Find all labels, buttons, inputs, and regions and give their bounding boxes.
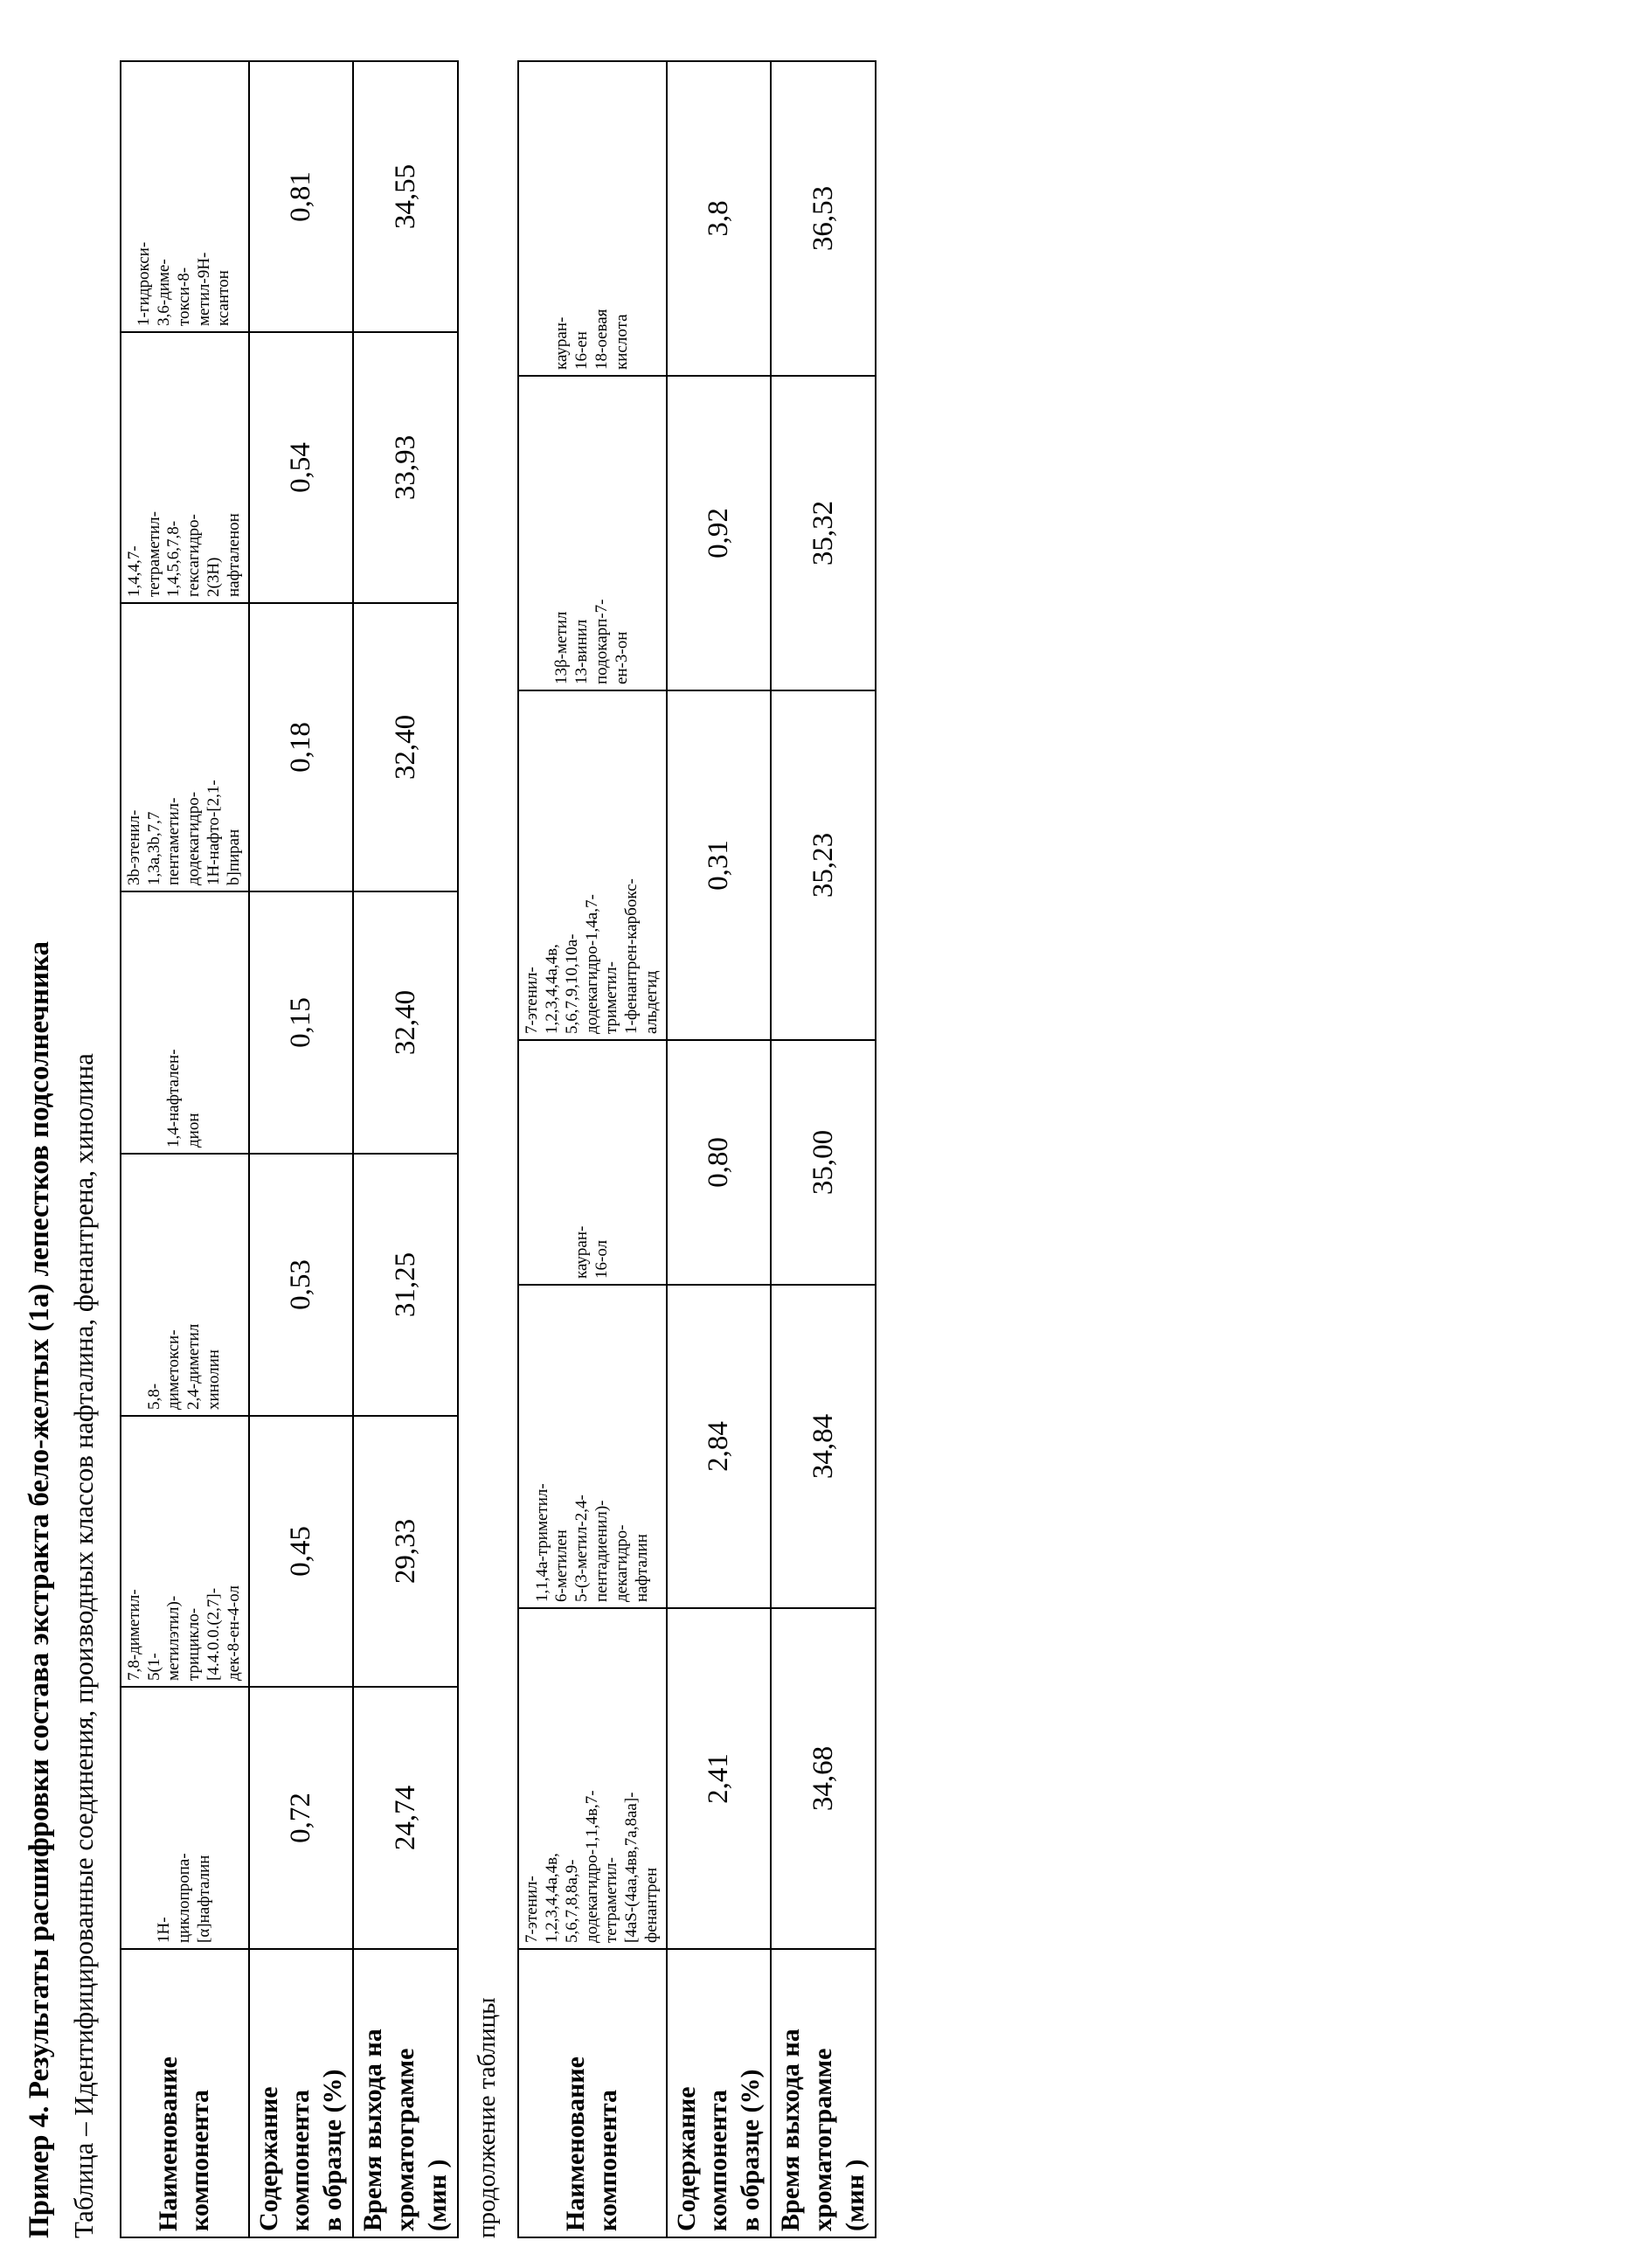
compound-name-cell: 3b-этенил- 1,3a,3b,7,7 пентаметил- додекагидро- 1H-нафто-[2,1- b]пиран (121, 603, 249, 891)
retention-time-value: 24,74 (353, 1687, 458, 1949)
table-row (667, 61, 772, 2237)
row-label-time: Время выхода на хроматограмме (мин ) (353, 1949, 458, 2237)
row-label-name: Наименование компонента (518, 1949, 667, 2237)
content-value: 0,31 (667, 690, 772, 1040)
content-value: 0,81 (249, 61, 354, 332)
compound-name-cell: 5,8- диметокси- 2,4-диметил хинолин (121, 1154, 249, 1416)
compound-name-cell: 7-этенил- 1,2,3,4,4a,4в, 5,6,7,8,8а,9- додекагидро-1,1,4в,7- тетраметил- [4aS-(4аа,4вв,7а,8аа]- фенантрен (518, 1608, 667, 1949)
table-row (121, 61, 249, 2237)
retention-time-value: 32,40 (353, 891, 458, 1154)
retention-time-value: 35,00 (771, 1040, 876, 1285)
compound-name-cell: кауран- 16-ол (518, 1040, 667, 1285)
content-value: 0,92 (667, 376, 772, 690)
content-value: 0,80 (667, 1040, 772, 1285)
retention-time-value: 31,25 (353, 1154, 458, 1416)
table-row (518, 61, 667, 2237)
compound-name-cell: 1,4,4,7- тетраметил- 1,4,5,6,7,8- гексагидро- 2(3H) нафталенон (121, 332, 249, 603)
content-value: 2,84 (667, 1285, 772, 1608)
compound-name-cell: 1,1,4а-триметил- 6-метилен 5-(3-метил-2,4- пентадиенил)- декагидро- нафталин (518, 1285, 667, 1608)
retention-time-value: 32,40 (353, 603, 458, 891)
content-value: 3,8 (667, 61, 772, 376)
row-label-content: Содержание компонента в образце (%) (249, 1949, 354, 2237)
retention-time-value: 34,68 (771, 1608, 876, 1949)
compound-name-cell: кауран- 16-ен 18-оевая кислота (518, 61, 667, 376)
retention-time-value: 34,84 (771, 1285, 876, 1608)
content-value: 0,54 (249, 332, 354, 603)
compound-name-cell: 7-этенил- 1,2,3,4,4a,4в, 5,6,7,9,10,10а- додекагидро-1,4а,7- триметил- 1-фенантрен-карбокс- альдегид (518, 690, 667, 1040)
content-value: 0,53 (249, 1154, 354, 1416)
content-value: 0,72 (249, 1687, 354, 1949)
table-row (771, 61, 876, 2237)
results-table-part1 (120, 60, 459, 2238)
content-value: 0,15 (249, 891, 354, 1154)
retention-time-value: 35,23 (771, 690, 876, 1040)
row-label-name: Наименование компонента (121, 1949, 249, 2237)
content-value: 0,45 (249, 1416, 354, 1687)
table-row (249, 61, 354, 2237)
retention-time-value: 29,33 (353, 1416, 458, 1687)
compound-name-cell: 7,8-диметил- 5(1- метилэтил)- трицикло- [4.4.0.0.(2,7]- дек-8-ен-4-ол (121, 1416, 249, 1687)
results-table-part2 (517, 60, 876, 2238)
table-caption: Таблица – Идентифицированные соединения, производных классов нафталина, фенантрена, хинолина (67, 1053, 99, 2238)
retention-time-value: 35,32 (771, 376, 876, 690)
table-row (353, 61, 458, 2237)
row-label-time: Время выхода на хроматограмме (мин ) (771, 1949, 876, 2237)
row-label-content: Содержание компонента в образце (%) (667, 1949, 772, 2237)
content-value: 2,41 (667, 1608, 772, 1949)
retention-time-value: 33,93 (353, 332, 458, 603)
retention-time-value: 34,55 (353, 61, 458, 332)
continuation-label: продолжение таблицы (473, 1997, 502, 2238)
compound-name-cell: 1-гидрокси- 3,6-диме- токси-8- метил-9Н- ксантон (121, 61, 249, 332)
content-value: 0,18 (249, 603, 354, 891)
compound-name-cell: 1,4-нафтален- дион (121, 891, 249, 1154)
page-title: Пример 4. Результаты расшифровки состава экстракта бело-желтых (1а) лепестков подсолнечника (24, 940, 55, 2238)
compound-name-cell: 13β-метил 13-винил подокарп-7- ен-3-он (518, 376, 667, 690)
compound-name-cell: 1Н- циклопропа- [α]нафталин (121, 1687, 249, 1949)
retention-time-value: 36,53 (771, 61, 876, 376)
